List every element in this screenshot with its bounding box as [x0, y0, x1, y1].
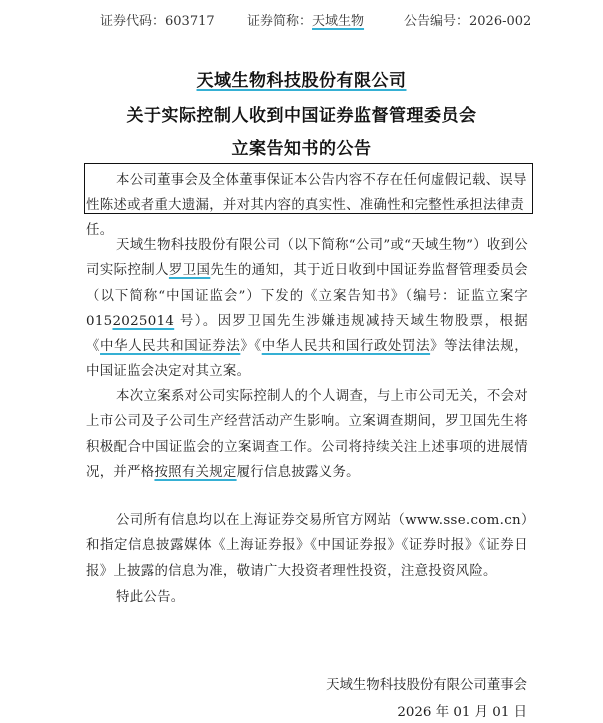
stock-short-name-label: 证券简称：	[247, 14, 313, 29]
p1-text-e: 》等法律法规，中国证监会决定对其立案。	[86, 339, 528, 380]
p1-text-d: 》《	[240, 339, 262, 355]
stock-short-name-value[interactable]: 天域生物	[312, 14, 365, 29]
title-line-3: 立案告知书的公告	[231, 139, 372, 159]
notice-number-value: 2026-002	[469, 14, 532, 29]
securities-law-link[interactable]: 中华人民共和国证券法	[100, 339, 241, 355]
stock-code-value: 603717	[165, 14, 215, 29]
person-name-link[interactable]: 罗卫国	[168, 263, 211, 279]
title-company	[0, 66, 603, 91]
case-number-link[interactable]: 2025014	[112, 313, 175, 329]
paragraph-3: 公司所有信息均以在上海证券交易所官方网站（www.sse.com.cn）和指定信息披露媒体《上海证券报》《中国证券报》《证券时报》《证券日报》上披露的信息为准，敬请广大投资者理性投资，注意投资风险。	[86, 513, 528, 579]
p1-text-a: 天域生物科技股份有限公司（以下简称“公司”或“天域生物”）收到公司实际控制人	[86, 238, 528, 279]
disclaimer-text: 本公司董事会及全体董事保证本公告内容不存在任何虚假记载、误导性陈述或者重大遗漏，并对其内容的真实性、准确性和完整性承担法律责任。	[86, 173, 527, 238]
p1-text-b: 先生的通知，其于近日收到中国证券监督管理委员会（以下简称“中国证监会”）下发的《立案告知书》（编号：证监立案字 015	[86, 263, 528, 329]
paragraph-2	[86, 384, 528, 485]
paragraph-4: 特此公告。	[116, 590, 185, 605]
notice-number	[404, 10, 531, 29]
title-line-2: 关于实际控制人收到中国证券监督管理委员会	[126, 106, 477, 126]
paragraph-1	[86, 233, 528, 385]
signature-date: 2026 年 01 月 01 日	[397, 705, 527, 720]
stock-code	[100, 10, 215, 29]
notice-number-label: 公告编号：	[404, 14, 470, 29]
p1-text-c: 号）。因罗卫国先生涉嫌违规减持天域生物股票，根据《	[86, 313, 528, 355]
p2-text-b: 履行信息披露义务。	[236, 464, 360, 480]
document-header	[0, 10, 603, 30]
signature-company: 天域生物科技股份有限公司董事会	[326, 678, 527, 693]
company-name-link[interactable]: 天域生物科技股份有限公司	[196, 71, 407, 91]
stock-short-name	[247, 10, 364, 29]
regulations-link[interactable]: 按照有关规定	[154, 464, 237, 480]
admin-penalty-law-link[interactable]: 中华人民共和国行政处罚法	[261, 339, 431, 355]
stock-code-label: 证券代码：	[100, 14, 166, 29]
p2-text-a: 本次立案系对公司实际控制人的个人调查，与上市公司无关，不会对上市公司及子公司生产经营活动产生影响。立案调查期间，罗卫国先生将积极配合中国证监会的立案调查工作。公司将持续关注上述事项的进展情况，并严格	[86, 389, 528, 480]
